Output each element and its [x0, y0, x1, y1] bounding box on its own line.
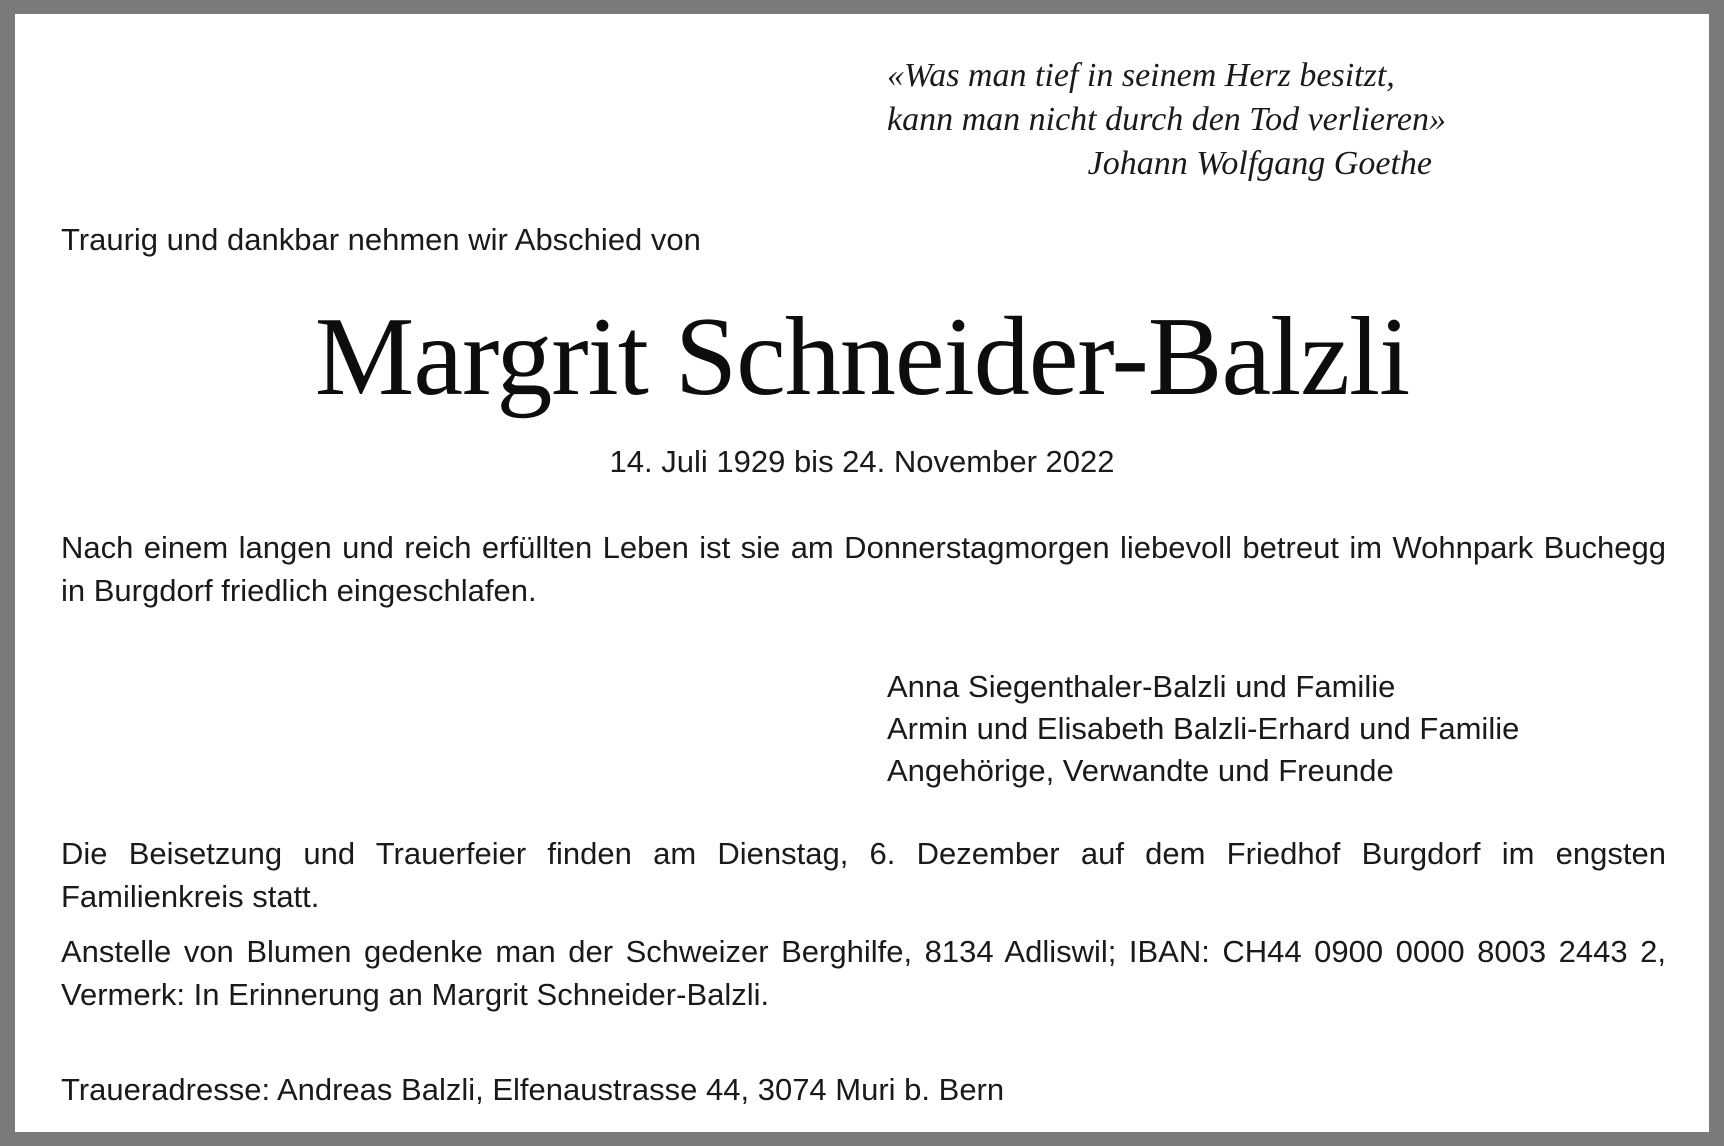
mourners-list: [887, 666, 1519, 792]
deceased-name: Margrit Schneider-Balzli: [314, 295, 1410, 419]
life-dates: 14. Juli 1929 bis 24. November 2022: [609, 444, 1115, 479]
mourner-line: Anna Siegenthaler-Balzli und Familie: [887, 669, 1396, 704]
funeral-paragraph: Die Beisetzung und Trauerfeier finden am Dienstag, 6. Dezember auf dem Friedhof Burgdorf im engsten Familienkreis statt.: [61, 836, 1666, 914]
death-paragraph: Nach einem langen und reich erfüllten Leben ist sie am Donnerstagmorgen liebevoll betreut im Wohnpark Buchegg in Burgdorf friedlich eingeschlafen.: [61, 530, 1666, 608]
mourner-line: Armin und Elisabeth Balzli-Erhard und Familie: [887, 711, 1520, 746]
quote-line: «Was man tief in seinem Herz besitzt,: [887, 57, 1395, 94]
intro-text: Traurig und dankbar nehmen wir Abschied von: [61, 222, 701, 257]
quote-author: Johann Wolfgang Goethe: [1087, 145, 1432, 182]
mourner-line: Angehörige, Verwandte und Freunde: [887, 753, 1394, 788]
obituary-notice: [15, 14, 1709, 1132]
mourning-address: Traueradresse: Andreas Balzli, Elfenaustrasse 44, 3074 Muri b. Bern: [61, 1072, 1005, 1107]
donation-paragraph: Anstelle von Blumen gedenke man der Schweizer Berghilfe, 8134 Adliswil; IBAN: CH44 0900 0000 8003 2443 2, Vermerk: In Erinnerung an Margrit Schneider-Balzli.: [61, 934, 1666, 1012]
quote-line: kann man nicht durch den Tod verlieren»: [887, 101, 1447, 138]
goethe-quote: [887, 54, 1447, 186]
